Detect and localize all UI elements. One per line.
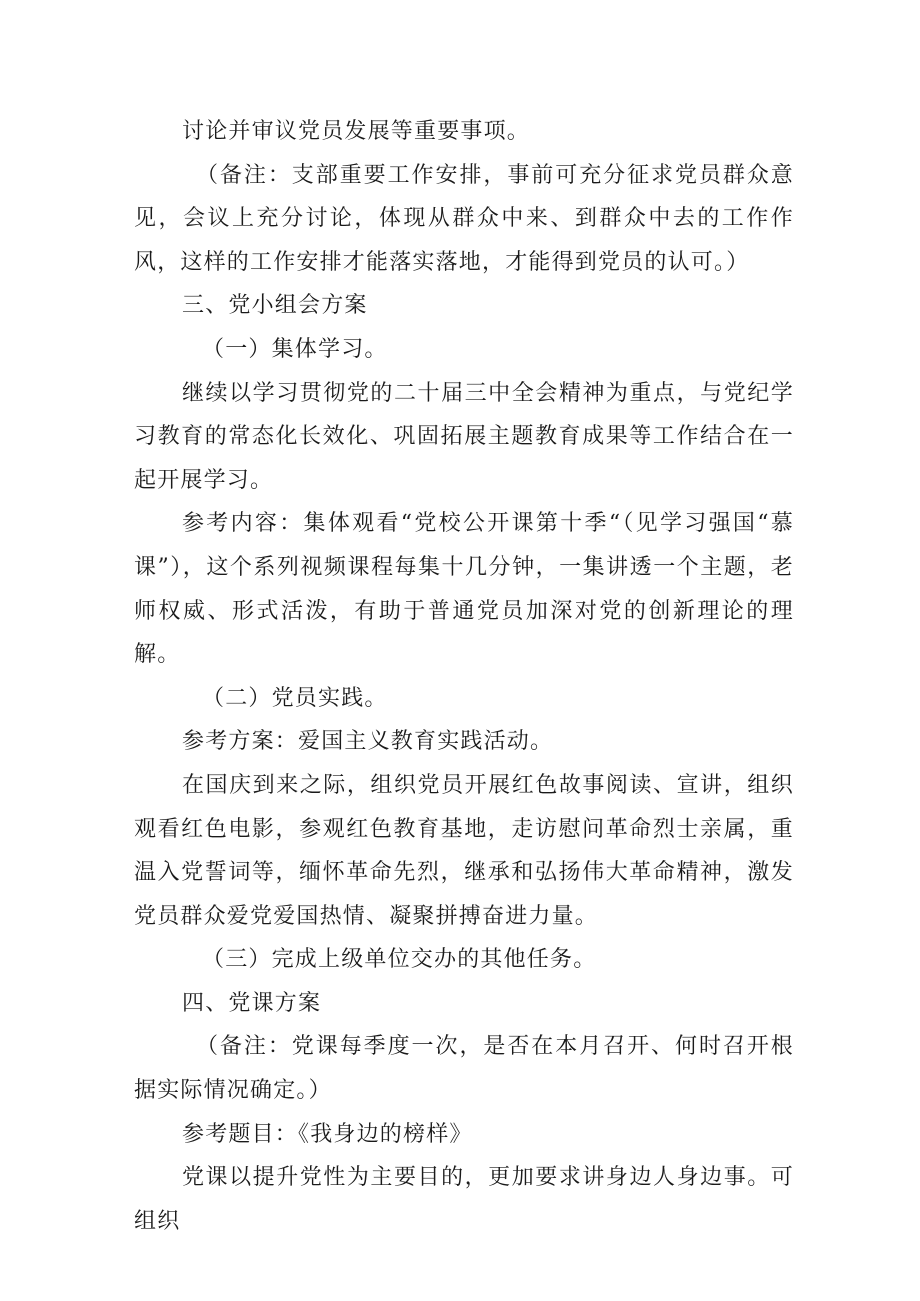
paragraph-reference-content: 参考内容：集体观看“党校公开课第十季“（见学习强国“慕课”），这个系列视频课程每集十几分钟，一集讲透一个主题，老师权威、形式活泼，有助于普通党员加深对党的创新理论的理解。 (134, 511, 794, 668)
note-paragraph-party-lecture: （备注：党课每季度一次，是否在本月召开、何时召开根据实际情况确定。） (134, 1034, 794, 1104)
paragraph-reference-plan: 参考方案：爱国主义教育实践活动。 (182, 729, 554, 755)
paragraph-lecture-purpose: 党课以提升党性为主要目的，更加要求讲身边人身边事。可组织 (134, 1165, 794, 1234)
document-body (134, 110, 794, 1243)
paragraph-reference-topic: 参考题目：《我身边的榜样》 (182, 1121, 473, 1147)
subheading-other-tasks: （三）完成上级单位交办的其他任务。 (202, 947, 597, 973)
section-heading-group-meeting: 三、党小组会方案 (182, 293, 368, 319)
note-paragraph-branch-arrangement: （备注：支部重要工作安排，事前可充分征求党员群众意见，会议上充分讨论，体现从群众中来、到群众中去的工作作风，这样的工作安排才能落实落地，才能得到党员的认可。） (134, 162, 794, 275)
subheading-collective-study: （一）集体学习。 (202, 336, 388, 362)
subheading-member-practice: （二）党员实践。 (202, 685, 388, 711)
paragraph-study-focus: 继续以学习贯彻党的二十届三中全会精神为重点，与党纪学习教育的常态化长效化、巩固拓展主题教育成果等工作结合在一起开展学习。 (134, 380, 794, 493)
paragraph-continuation: 讨论并审议党员发展等重要事项。 (182, 119, 531, 144)
paragraph-national-day-activities: 在国庆到来之际，组织党员开展红色故事阅读、宣讲，组织观看红色电影，参观红色教育基地，走访慰问革命烈士亲属，重温入党誓词等，缅怀革命先烈，继承和弘扬伟大革命精神，激发党员群众爱党爱国热情、凝聚拼搏奋进力量。 (134, 772, 794, 929)
section-heading-party-lecture: 四、党课方案 (182, 990, 322, 1016)
